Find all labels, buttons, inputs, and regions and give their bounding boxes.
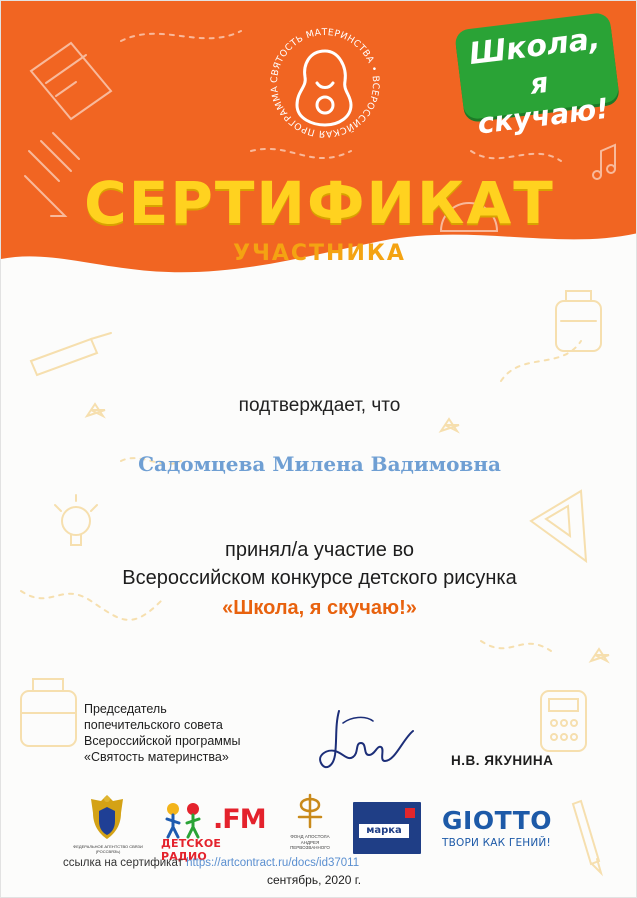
seal-text: СВЯТОСТЬ МАТЕРИНСТВА • ВСЕРОССИЙСКАЯ ПРОГРАММА	[268, 26, 382, 140]
gerb-caption: ФЕДЕРАЛЬНОЕ АГЕНТСТВО СВЯЗИ (РОССВЯЗЬ)	[73, 844, 143, 854]
certificate-subtitle: УЧАСТНИКА	[233, 241, 406, 266]
coat-of-arms-logo	[87, 791, 127, 851]
giotto-logo: GIOTTO	[442, 806, 553, 835]
link-label: ссылка на сертификат	[63, 857, 183, 869]
chair-line: Всероссийской программы	[84, 734, 241, 748]
fond-caption: ФОНД АПОСТОЛА АНДРЕЯ ПЕРВОЗВАННОГО	[290, 834, 330, 850]
contest-name: «Школа, я скучаю!»	[222, 597, 417, 619]
badge-line-1: Школа,	[467, 21, 603, 73]
handwritten-signature	[313, 701, 423, 776]
badge-line-2: я скучаю!	[475, 65, 611, 141]
participation-line-2: Всероссийском конкурсе детского рисунка	[122, 567, 517, 589]
participation-line-1: принял/а участие во	[225, 539, 414, 561]
fond-logo	[293, 791, 327, 831]
issue-date: сентябрь, 2020 г.	[267, 873, 362, 887]
chair-line: попечительского совета	[84, 718, 223, 732]
signer-name: Н.В. ЯКУНИНА	[451, 753, 554, 768]
marka-label: марка	[359, 824, 409, 838]
chair-line: «Святость материнства»	[84, 750, 229, 764]
marka-logo	[353, 802, 421, 854]
chair-line: Председатель	[84, 702, 167, 716]
certificate-link-line	[63, 857, 359, 869]
giotto-slogan: ТВОРИ КАК ГЕНИЙ!	[442, 837, 551, 849]
contest-badge	[454, 12, 620, 141]
certificate-link[interactable]: https://artcontract.ru/docs/id37011	[186, 857, 360, 869]
confirms-text: подтверждает, что	[238, 395, 401, 416]
marka-red-square	[405, 808, 415, 818]
recipient-name: Садомцева Милена Вадимовна	[138, 452, 501, 476]
chair-title	[84, 701, 284, 765]
radio-name: ДЕТСКОЕ РАДИО	[161, 837, 222, 863]
seal-logo	[263, 21, 387, 145]
radio-fm-label: .FM	[213, 804, 266, 835]
certificate-title: СЕРТИФИКАТ	[84, 169, 555, 237]
svg-text:СВЯТОСТЬ МАТЕРИНСТВА • ВСЕРОСС	[269, 27, 381, 139]
